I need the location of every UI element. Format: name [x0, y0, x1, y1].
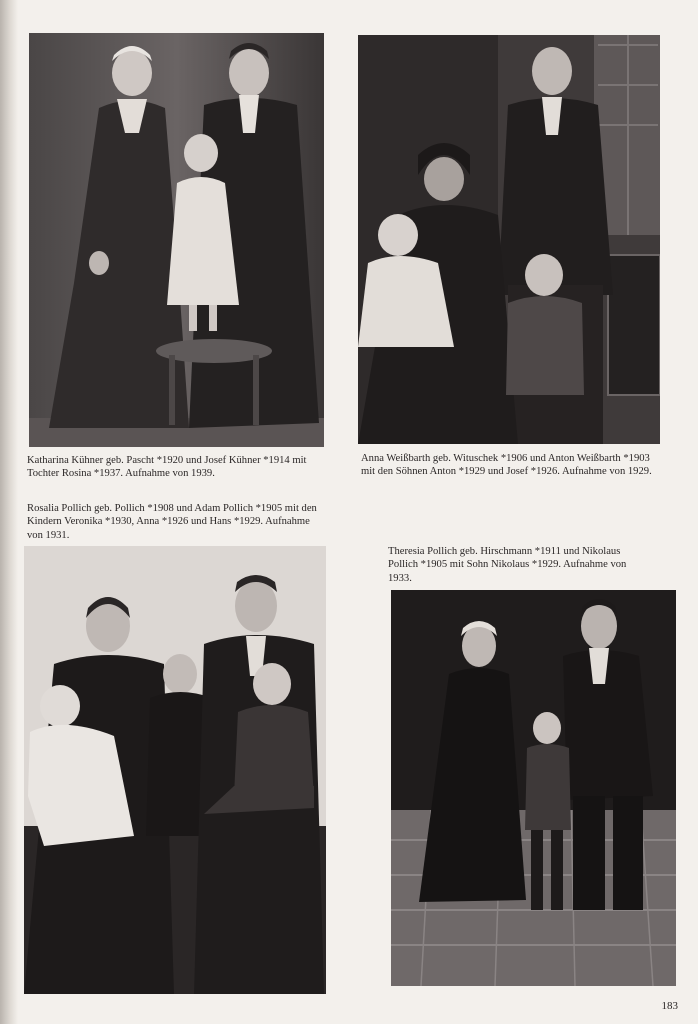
caption-weissbarth: Anna Weißbarth geb. Wituschek *1906 und Anton Weißbarth *1903 mit den Söhnen Anton *1929 und Josef *1926. Aufnahme von 1929. [361, 453, 652, 478]
caption-rosalia-pollich: Rosalia Pollich geb. Pollich *1908 und Adam Pollich *1905 mit den Kindern Veronika *1930, Anna *1926 und Hans *1929. Aufnahme von 1931. [27, 503, 317, 541]
book-gutter-shadow [0, 0, 18, 1024]
caption-kuehner: Katharina Kühner geb. Pascht *1920 und Josef Kühner *1914 mit Tochter Rosina *1937. Aufnahme von 1939. [27, 455, 307, 480]
photo-weissbarth-family [358, 35, 660, 444]
photo-kuehner-family [29, 33, 324, 447]
page-number: 183 [661, 1000, 678, 1012]
caption-theresia-pollich: Theresia Pollich geb. Hirschmann *1911 und Nikolaus Pollich *1905 mit Sohn Nikolaus *1929. Aufnahme von 1933. [388, 546, 627, 584]
photo-theresia-pollich-family [391, 590, 676, 986]
photo-rosalia-pollich-family [24, 546, 326, 994]
